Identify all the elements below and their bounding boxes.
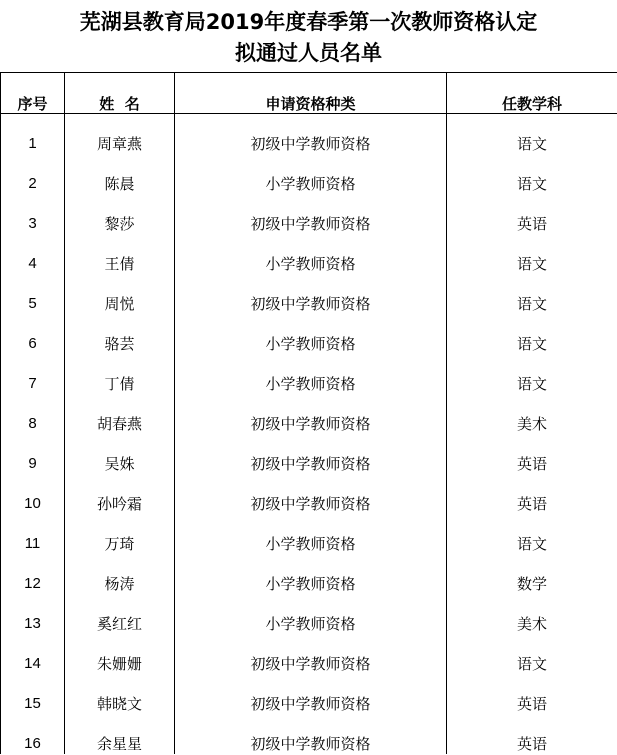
cell-type: 初级中学教师资格: [175, 194, 447, 234]
cell-type: 小学教师资格: [175, 314, 447, 354]
cell-index: 11: [1, 514, 65, 554]
table-row: [1, 194, 617, 234]
roster-table: [0, 72, 617, 754]
cell-subject: 语文: [447, 154, 617, 194]
cell-name: 胡春燕: [65, 394, 175, 434]
table-row: [1, 434, 617, 474]
cell-type: 初级中学教师资格: [175, 434, 447, 474]
cell-index: 6: [1, 314, 65, 354]
page-title: 芜湖县教育局2019年度春季第一次教师资格认定: [79, 10, 538, 34]
cell-type: 初级中学教师资格: [175, 394, 447, 434]
cell-name: 余星星: [65, 714, 175, 754]
cell-subject: 英语: [447, 194, 617, 234]
table-row: [1, 474, 617, 514]
cell-type: 初级中学教师资格: [175, 634, 447, 674]
table-row: [1, 514, 617, 554]
cell-name: 朱姗姗: [65, 634, 175, 674]
cell-index: 8: [1, 394, 65, 434]
cell-index: 5: [1, 274, 65, 314]
cell-subject: 美术: [447, 394, 617, 434]
cell-index: 14: [1, 634, 65, 674]
cell-subject: 美术: [447, 594, 617, 634]
cell-type: 初级中学教师资格: [175, 714, 447, 754]
cell-name: 骆芸: [65, 314, 175, 354]
cell-index: 16: [1, 714, 65, 754]
header-subject: 任教学科: [447, 73, 617, 114]
header-index: 序号: [1, 73, 65, 114]
cell-index: 2: [1, 154, 65, 194]
cell-index: 1: [1, 114, 65, 155]
cell-subject: 英语: [447, 714, 617, 754]
cell-name: 奚红红: [65, 594, 175, 634]
cell-name: 杨涛: [65, 554, 175, 594]
cell-name: 孙吟霜: [65, 474, 175, 514]
cell-index: 15: [1, 674, 65, 714]
table-row: [1, 394, 617, 434]
cell-type: 小学教师资格: [175, 514, 447, 554]
table-row: [1, 154, 617, 194]
table-row: [1, 634, 617, 674]
cell-subject: 语文: [447, 634, 617, 674]
cell-name: 周章燕: [65, 114, 175, 155]
table-header-row: [1, 73, 617, 114]
cell-index: 10: [1, 474, 65, 514]
cell-subject: 数学: [447, 554, 617, 594]
cell-name: 吴姝: [65, 434, 175, 474]
cell-subject: 语文: [447, 514, 617, 554]
cell-type: 初级中学教师资格: [175, 114, 447, 155]
header-type: 申请资格种类: [175, 73, 447, 114]
cell-type: 小学教师资格: [175, 594, 447, 634]
cell-type: 小学教师资格: [175, 354, 447, 394]
table-row: [1, 554, 617, 594]
header-name: 姓 名: [65, 73, 175, 114]
cell-index: 12: [1, 554, 65, 594]
table-row: [1, 274, 617, 314]
table-row: [1, 314, 617, 354]
cell-subject: 语文: [447, 114, 617, 155]
table-row: [1, 114, 617, 155]
cell-type: 初级中学教师资格: [175, 674, 447, 714]
cell-type: 初级中学教师资格: [175, 274, 447, 314]
table-row: [1, 674, 617, 714]
table-row: [1, 234, 617, 274]
table-row: [1, 594, 617, 634]
table-row: [1, 714, 617, 754]
cell-subject: 英语: [447, 434, 617, 474]
cell-index: 4: [1, 234, 65, 274]
cell-name: 韩晓文: [65, 674, 175, 714]
cell-subject: 英语: [447, 674, 617, 714]
cell-subject: 语文: [447, 234, 617, 274]
page-subtitle: 拟通过人员名单: [235, 41, 382, 65]
table-row: [1, 354, 617, 394]
cell-name: 万琦: [65, 514, 175, 554]
cell-subject: 语文: [447, 274, 617, 314]
cell-name: 丁倩: [65, 354, 175, 394]
cell-name: 陈晨: [65, 154, 175, 194]
cell-type: 小学教师资格: [175, 234, 447, 274]
cell-name: 周悦: [65, 274, 175, 314]
cell-index: 13: [1, 594, 65, 634]
cell-subject: 语文: [447, 314, 617, 354]
cell-index: 7: [1, 354, 65, 394]
cell-index: 9: [1, 434, 65, 474]
cell-type: 初级中学教师资格: [175, 474, 447, 514]
cell-name: 黎莎: [65, 194, 175, 234]
cell-index: 3: [1, 194, 65, 234]
cell-type: 小学教师资格: [175, 154, 447, 194]
cell-name: 王倩: [65, 234, 175, 274]
cell-type: 小学教师资格: [175, 554, 447, 594]
cell-subject: 语文: [447, 354, 617, 394]
cell-subject: 英语: [447, 474, 617, 514]
